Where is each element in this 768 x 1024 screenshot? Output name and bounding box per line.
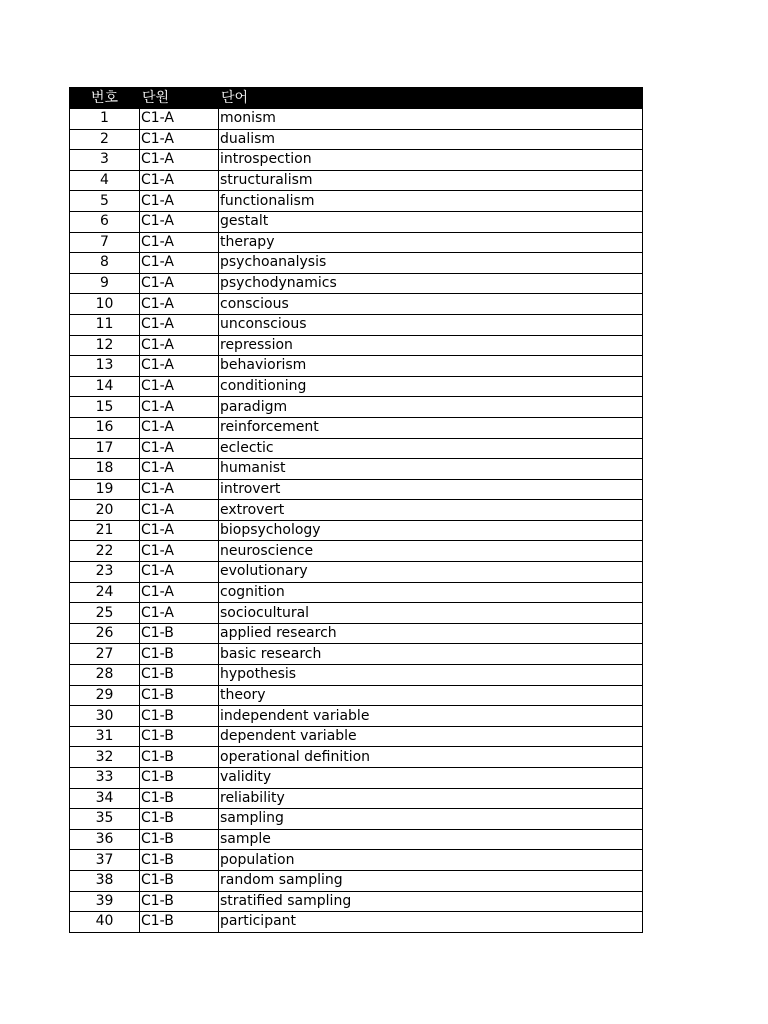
cell-word: random sampling [219,870,643,891]
cell-word: repression [219,335,643,356]
header-word: 단어 [219,88,643,109]
cell-unit: C1-A [140,191,219,212]
cell-word: humanist [219,459,643,480]
cell-unit: C1-A [140,562,219,583]
table-row [70,891,643,912]
cell-number: 6 [70,211,140,232]
cell-word: psychodynamics [219,273,643,294]
header-number: 번호 [70,88,140,109]
cell-number: 8 [70,253,140,274]
table-row [70,211,643,232]
cell-word: conditioning [219,376,643,397]
cell-word: reliability [219,788,643,809]
cell-word: biopsychology [219,520,643,541]
cell-word: participant [219,912,643,933]
cell-word: psychoanalysis [219,253,643,274]
cell-number: 21 [70,520,140,541]
cell-word: validity [219,768,643,789]
cell-unit: C1-A [140,582,219,603]
cell-word: cognition [219,582,643,603]
table-row [70,191,643,212]
table-row [70,912,643,933]
cell-unit: C1-A [140,150,219,171]
cell-unit: C1-B [140,747,219,768]
cell-number: 20 [70,500,140,521]
cell-unit: C1-A [140,479,219,500]
table-row [70,109,643,130]
cell-word: unconscious [219,314,643,335]
cell-word: evolutionary [219,562,643,583]
cell-word: theory [219,685,643,706]
cell-word: functionalism [219,191,643,212]
table-row [70,747,643,768]
table-body [70,109,643,933]
cell-number: 17 [70,438,140,459]
cell-number: 25 [70,603,140,624]
cell-word: hypothesis [219,665,643,686]
table-row [70,768,643,789]
cell-number: 36 [70,829,140,850]
vocabulary-table [69,87,643,933]
cell-unit: C1-A [140,397,219,418]
cell-unit: C1-B [140,768,219,789]
cell-word: eclectic [219,438,643,459]
table-row [70,870,643,891]
cell-number: 10 [70,294,140,315]
cell-number: 1 [70,109,140,130]
cell-unit: C1-A [140,294,219,315]
cell-unit: C1-B [140,644,219,665]
cell-word: introspection [219,150,643,171]
table-row [70,850,643,871]
cell-number: 5 [70,191,140,212]
header-unit: 단원 [140,88,219,109]
cell-number: 29 [70,685,140,706]
table-row [70,726,643,747]
table-row [70,232,643,253]
cell-unit: C1-A [140,232,219,253]
cell-unit: C1-B [140,912,219,933]
cell-number: 7 [70,232,140,253]
cell-number: 40 [70,912,140,933]
cell-word: applied research [219,623,643,644]
cell-number: 11 [70,314,140,335]
cell-unit: C1-B [140,850,219,871]
cell-number: 28 [70,665,140,686]
cell-unit: C1-A [140,520,219,541]
cell-unit: C1-B [140,706,219,727]
cell-word: stratified sampling [219,891,643,912]
table-row [70,541,643,562]
cell-word: basic research [219,644,643,665]
cell-number: 24 [70,582,140,603]
cell-word: sociocultural [219,603,643,624]
cell-number: 32 [70,747,140,768]
table-row [70,417,643,438]
cell-number: 12 [70,335,140,356]
cell-number: 31 [70,726,140,747]
cell-unit: C1-B [140,623,219,644]
cell-unit: C1-A [140,129,219,150]
cell-word: conscious [219,294,643,315]
cell-unit: C1-B [140,870,219,891]
cell-number: 19 [70,479,140,500]
cell-unit: C1-A [140,211,219,232]
table-row [70,170,643,191]
cell-number: 35 [70,809,140,830]
cell-unit: C1-A [140,541,219,562]
table-row [70,644,643,665]
table-row [70,294,643,315]
cell-number: 13 [70,356,140,377]
header-row [70,88,643,109]
cell-number: 9 [70,273,140,294]
cell-word: gestalt [219,211,643,232]
cell-number: 39 [70,891,140,912]
table-row [70,603,643,624]
table-row [70,397,643,418]
table-row [70,562,643,583]
cell-unit: C1-A [140,273,219,294]
cell-unit: C1-B [140,726,219,747]
cell-word: operational definition [219,747,643,768]
table-row [70,273,643,294]
cell-number: 23 [70,562,140,583]
cell-unit: C1-B [140,809,219,830]
table-row [70,500,643,521]
cell-word: neuroscience [219,541,643,562]
cell-number: 3 [70,150,140,171]
cell-unit: C1-A [140,603,219,624]
cell-unit: C1-A [140,376,219,397]
cell-number: 4 [70,170,140,191]
table-row [70,129,643,150]
table-row [70,459,643,480]
cell-unit: C1-A [140,356,219,377]
cell-word: structuralism [219,170,643,191]
cell-number: 34 [70,788,140,809]
cell-number: 38 [70,870,140,891]
cell-number: 33 [70,768,140,789]
cell-word: monism [219,109,643,130]
cell-unit: C1-A [140,253,219,274]
cell-number: 30 [70,706,140,727]
cell-unit: C1-A [140,438,219,459]
cell-unit: C1-B [140,891,219,912]
cell-number: 15 [70,397,140,418]
table-row [70,150,643,171]
cell-number: 14 [70,376,140,397]
cell-number: 27 [70,644,140,665]
table-row [70,582,643,603]
table-row [70,376,643,397]
cell-number: 22 [70,541,140,562]
table-row [70,479,643,500]
cell-word: independent variable [219,706,643,727]
cell-word: dualism [219,129,643,150]
cell-word: population [219,850,643,871]
table-row [70,706,643,727]
table-row [70,809,643,830]
table-row [70,829,643,850]
cell-unit: C1-A [140,109,219,130]
table-row [70,665,643,686]
cell-word: extrovert [219,500,643,521]
table-row [70,788,643,809]
cell-word: paradigm [219,397,643,418]
cell-unit: C1-B [140,665,219,686]
cell-unit: C1-B [140,829,219,850]
cell-unit: C1-B [140,685,219,706]
table-row [70,335,643,356]
cell-word: sampling [219,809,643,830]
cell-unit: C1-A [140,335,219,356]
cell-number: 37 [70,850,140,871]
table-row [70,520,643,541]
cell-word: sample [219,829,643,850]
vocabulary-sheet [69,87,642,933]
cell-unit: C1-A [140,500,219,521]
cell-number: 26 [70,623,140,644]
cell-number: 18 [70,459,140,480]
table-row [70,356,643,377]
cell-unit: C1-A [140,417,219,438]
cell-word: introvert [219,479,643,500]
table-row [70,685,643,706]
cell-word: dependent variable [219,726,643,747]
cell-number: 2 [70,129,140,150]
table-header [70,88,643,109]
cell-number: 16 [70,417,140,438]
cell-word: reinforcement [219,417,643,438]
table-row [70,314,643,335]
table-row [70,253,643,274]
cell-unit: C1-A [140,459,219,480]
table-row [70,438,643,459]
cell-unit: C1-A [140,170,219,191]
cell-unit: C1-B [140,788,219,809]
cell-word: behaviorism [219,356,643,377]
table-row [70,623,643,644]
cell-word: therapy [219,232,643,253]
cell-unit: C1-A [140,314,219,335]
